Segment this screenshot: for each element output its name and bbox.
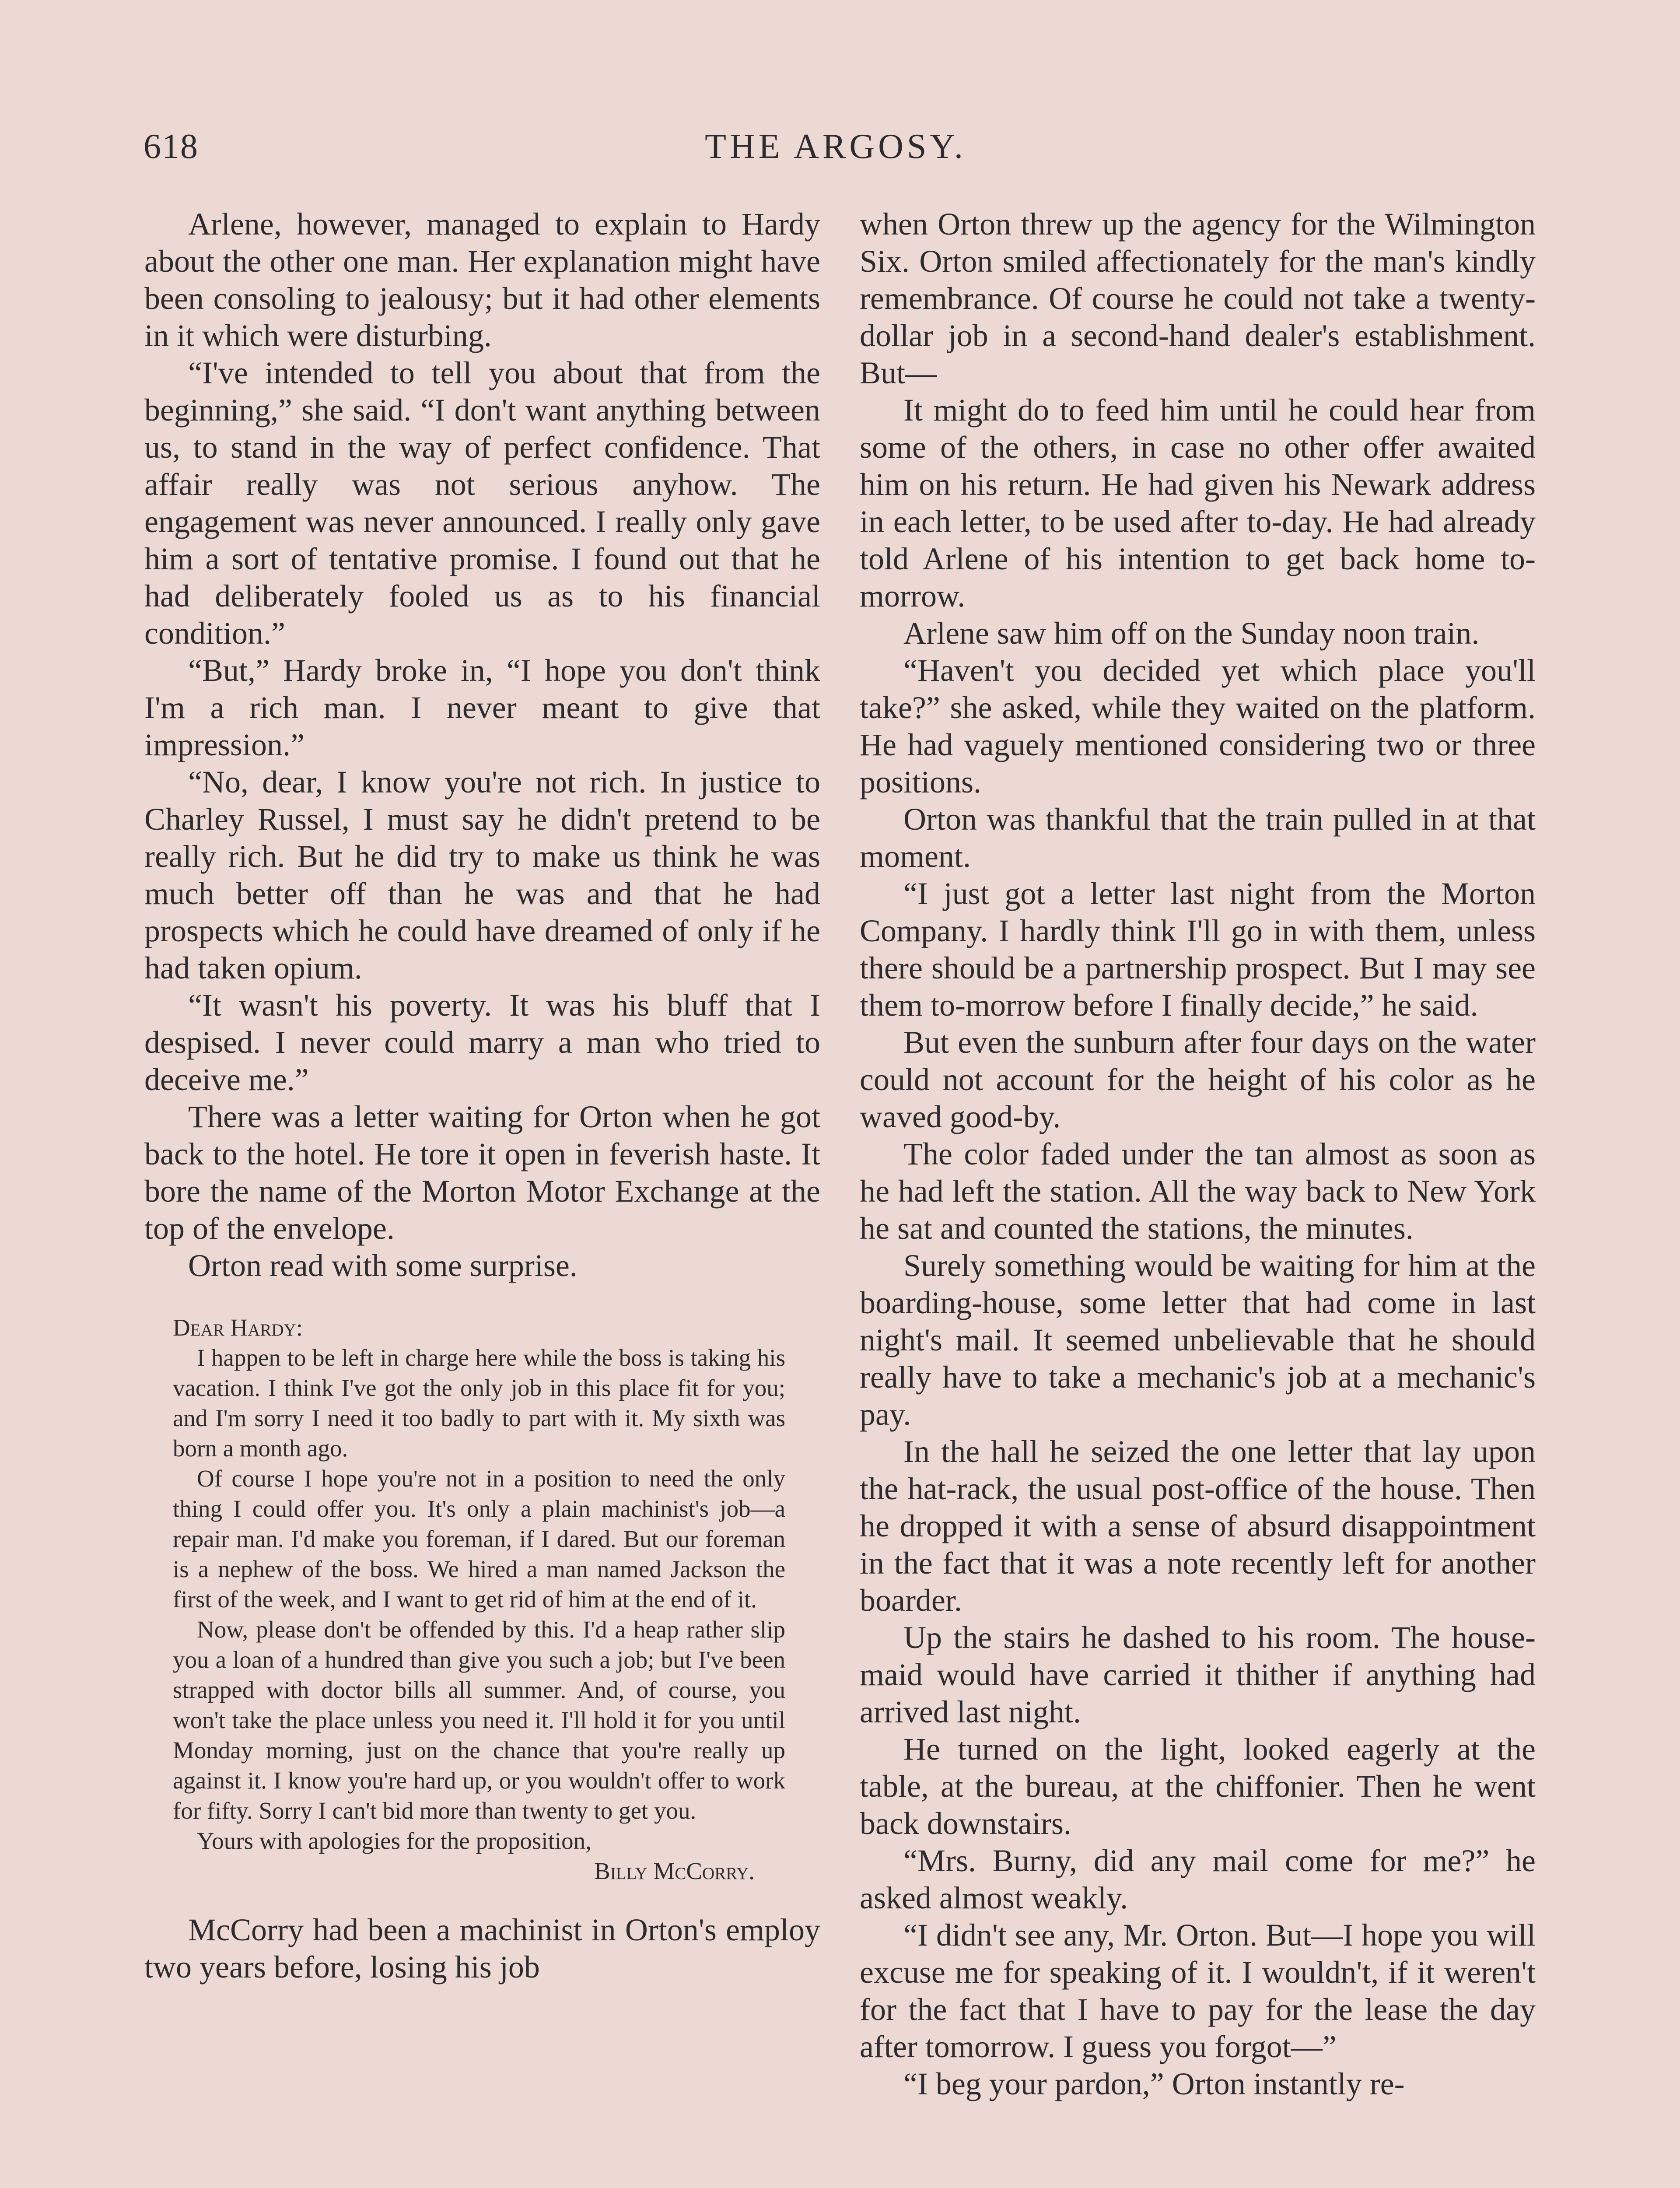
paragraph-continuation: when Orton threw up the agency for the Wilmington Six. Orton smiled affectionately for the man's kindly remembrance. Of course he could not take a twenty-dollar job in a second-hand dealer's establishment. But—: [860, 207, 1536, 390]
paragraph: Surely something would be waiting for him at the boarding-house, some letter that had come in last night's mail. It seemed unbelievable that he should really have to take a mechanic's job at a mechanic's pay.: [860, 1248, 1536, 1432]
paragraph: “I've intended to tell you about that from the beginning,” she said. “I don't want anything between us, to stand in the way of perfect confidence. That affair really was not serious anyhow. The engagement was never announced. I really only gave him a sort of tentative promise. I found out that he had deliberately fooled us as to his financial condition.”: [144, 355, 820, 651]
letter-paragraph: Of course I hope you're not in a position to need the only thing I could offer you. It's only a plain machinist's job—a repair man. I'd make you foreman, if I dared. But our foreman is a nephew of the boss. We hired a man named Jackson the first of the week, and I want to get rid of him at the end of it.: [173, 1465, 785, 1613]
paragraph: He turned on the light, looked eagerly at the table, at the bureau, at the chiffonier. Then he went back downstairs.: [860, 1732, 1536, 1841]
letter-closing: Yours with apologies for the proposition,: [197, 1827, 592, 1854]
paragraph: “Haven't you decided yet which place you'll take?” she asked, while they waited on the platform. He had vaguely mentioned considering two or three positions.: [860, 653, 1536, 799]
right-column: [860, 206, 1536, 2103]
left-column: [144, 206, 820, 1986]
letter-block: [144, 1312, 820, 1886]
running-title: THE ARGOSY.: [705, 127, 966, 166]
paragraph: Orton read with some surprise.: [188, 1248, 578, 1283]
paragraph: “I just got a letter last night from the Morton Company. I hardly think I'll go in with them, unless there should be a partnership prospect. But I may see them to-morrow before I finally decide,” he said.: [860, 876, 1536, 1023]
page-header: [131, 127, 1540, 175]
paragraph: Orton was thankful that the train pulled in at that moment.: [860, 802, 1536, 874]
paragraph: But even the sunburn after four days on the water could not account for the height of his color as he waved good-by.: [860, 1025, 1536, 1134]
paragraph: Arlene, however, managed to explain to Hardy about the other one man. Her explanation might have been consoling to jealousy; but it had other elements in it which were disturbing.: [144, 207, 820, 353]
letter-paragraph: I happen to be left in charge here while the boss is taking his vacation. I think I've got the only job in this place fit for you; and I'm sorry I need it too badly to part with it. My sixth was born a month ago.: [173, 1344, 785, 1462]
paragraph: McCorry had been a machinist in Orton's employ two years before, losing his job: [144, 1912, 820, 1985]
paragraph: Up the stairs he dashed to his room. The house-maid would have carried it thither if anything had arrived last night.: [860, 1620, 1536, 1729]
paragraph: It might do to feed him until he could hear from some of the others, in case no other offer awaited him on his return. He had given his Newark address in each letter, to be used after to-day. He had already told Arlene of his intention to get back home to-morrow.: [860, 393, 1536, 614]
paragraph: In the hall he seized the one letter that lay upon the hat-rack, the usual post-office of the house. Then he dropped it with a sense of absurd disappointment in the fact that it was a note recently left for another boarder.: [860, 1434, 1536, 1618]
paragraph: “I didn't see any, Mr. Orton. But—I hope you will excuse me for speaking of it. I wouldn't, if it weren't for the fact that I have to pay for the lease the day after tomorrow. I guess you forgot—”: [860, 1918, 1536, 2064]
paragraph: “But,” Hardy broke in, “I hope you don't think I'm a rich man. I never meant to give that impression.”: [144, 653, 820, 762]
letter-signature: Billy McCorry.: [594, 1858, 755, 1884]
paragraph: “Mrs. Burny, did any mail come for me?” he asked almost weakly.: [860, 1843, 1536, 1915]
paragraph: “I beg your pardon,” Orton instantly re-: [903, 2066, 1405, 2101]
paragraph: “It wasn't his poverty. It was his bluff that I despised. I never could marry a man who tried to deceive me.”: [144, 988, 820, 1097]
paragraph: There was a letter waiting for Orton when he got back to the hotel. He tore it open in feverish haste. It bore the name of the Morton Motor Exchange at the top of the envelope.: [144, 1099, 820, 1246]
page-number: 618: [144, 127, 199, 166]
paragraph: The color faded under the tan almost as soon as he had left the station. All the way back to New York he sat and counted the stations, the minutes.: [860, 1136, 1536, 1246]
letter-paragraph: Now, please don't be offended by this. I'd a heap rather slip you a loan of a hundred than give you such a job; but I've been strapped with doctor bills all summer. And, of course, you won't take the place unless you need it. I'll hold it for you until Monday morning, just on the chance that you're really up against it. I know you're hard up, or you wouldn't offer to work for fifty. Sorry I can't bid more than twenty to get you.: [173, 1616, 785, 1824]
paragraph: “No, dear, I know you're not rich. In justice to Charley Russel, I must say he didn't pretend to be really rich. But he did try to make us think he was much better off than he was and that he had prospects which he could have dreamed of only if he had taken opium.: [144, 764, 820, 985]
paragraph: Arlene saw him off on the Sunday noon train.: [903, 616, 1480, 651]
letter-salutation: Dear Hardy:: [173, 1314, 303, 1341]
